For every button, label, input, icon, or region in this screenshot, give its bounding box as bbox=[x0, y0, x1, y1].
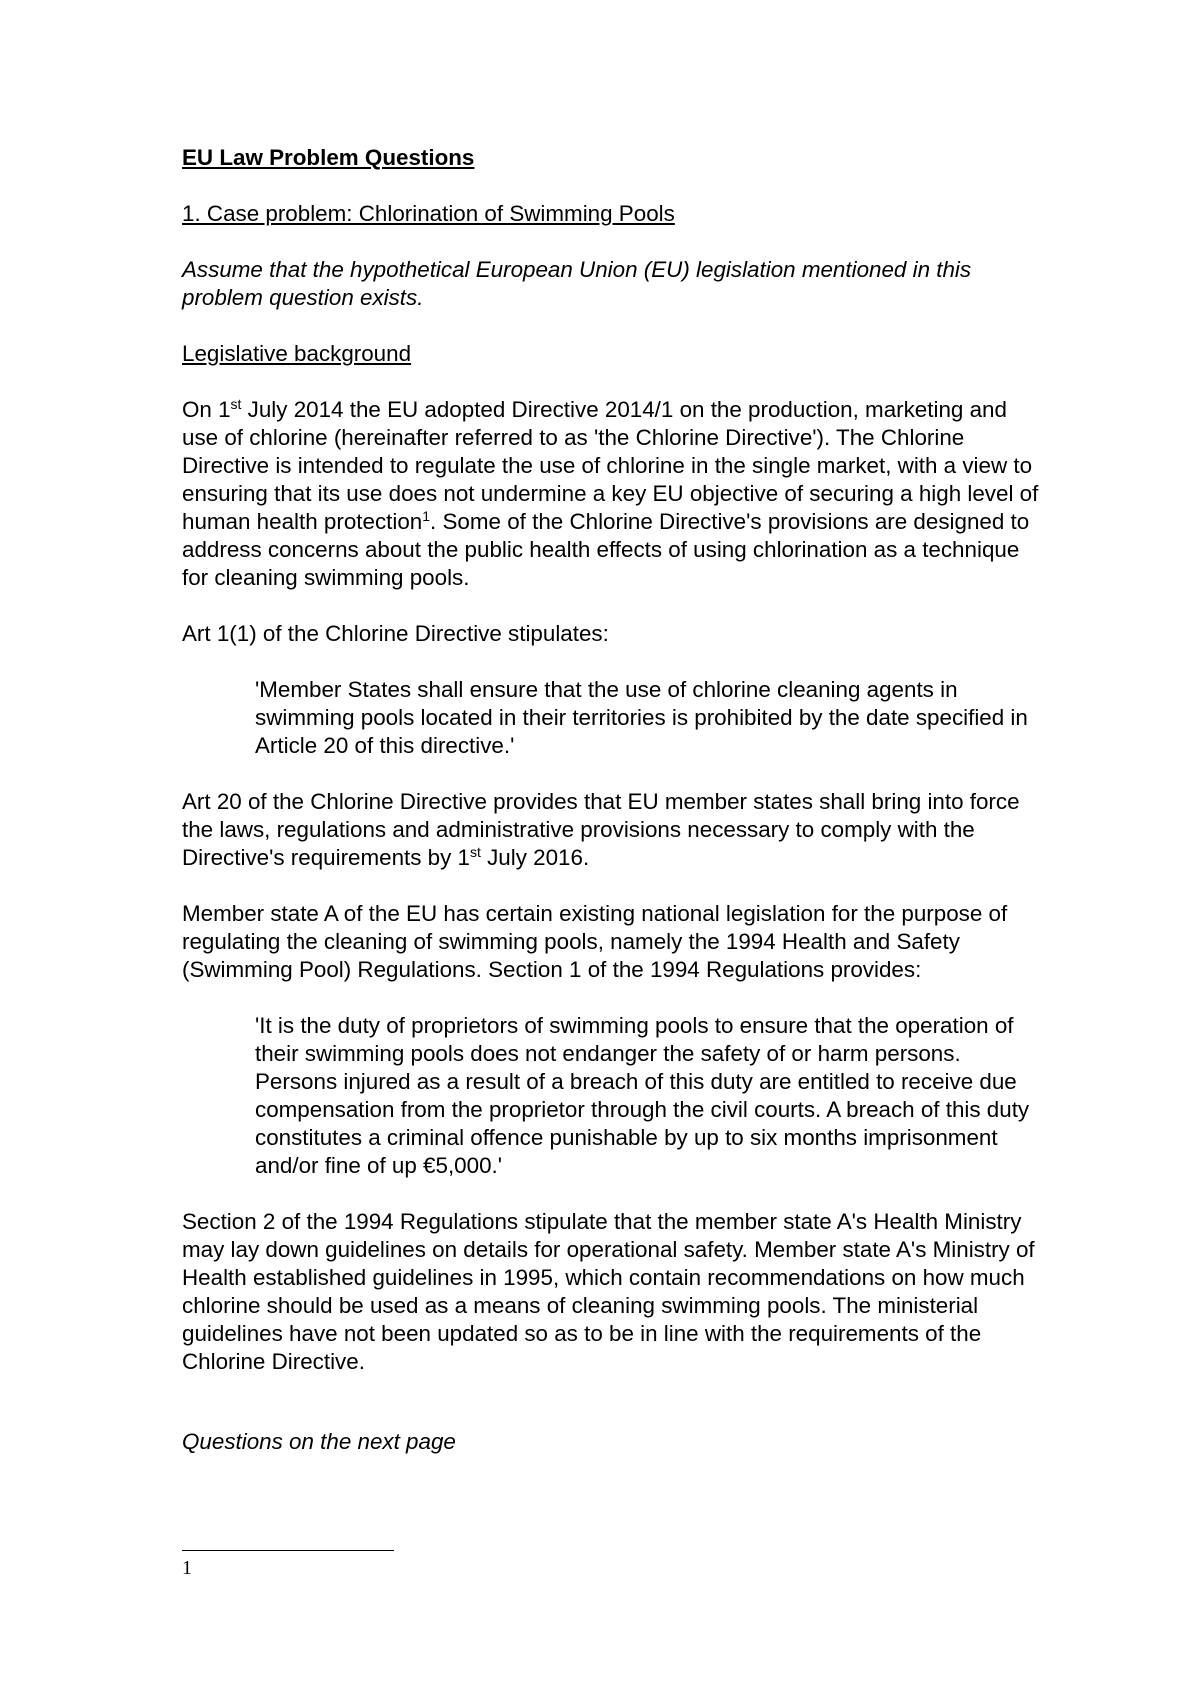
questions-next-note: Questions on the next page bbox=[182, 1429, 456, 1454]
document-title: EU Law Problem Questions bbox=[182, 145, 475, 170]
document-body bbox=[182, 144, 1042, 1456]
footnote-reference[interactable]: 1 bbox=[422, 508, 431, 524]
legislative-background-heading: Legislative background bbox=[182, 341, 412, 366]
assumption-note: Assume that the hypothetical European Union (EU) legislation mentioned in this problem question exists. bbox=[182, 257, 972, 310]
section1-quote: 'It is the duty of proprietors of swimming pools to ensure that the operation of their swimming pools does not endanger the safety of or harm persons. Persons injured as a result of a breach of this duty are entitled to receive due compensation from the proprietor through the civil courts. A breach of this duty constitutes a criminal offence punishable by up to six months imprisonment and/or fine of up €5,000.' bbox=[255, 1013, 1030, 1178]
member-state-paragraph: Member state A of the EU has certain existing national legislation for the purpose of regulating the cleaning of swimming pools, namely the 1994 Health and Safety (Swimming Pool) Regulations. Section 1 of the 1994 Regulations provides: bbox=[182, 901, 1008, 982]
chlorine-directive-paragraph bbox=[182, 396, 1042, 592]
footnote-separator bbox=[182, 1550, 394, 1551]
para1-text-end: . Some of the Chlorine Directive's provisions are designed to address concerns about the public health effects of using chlorination as a technique for cleaning swimming pools. bbox=[182, 509, 1030, 590]
para1-text-middle: July 2014 the EU adopted Directive 2014/1 on the production, marketing and use of chlorine (hereinafter referred to as 'the Chlorine Directive'). The Chlorine Directive is intended to regulate the use of chlorine in the single market, with a view to ensuring that its use does not undermine a key EU objective of securing a high level of human health protection bbox=[182, 397, 1039, 534]
footnote-number: 1 bbox=[182, 1557, 192, 1579]
case-heading: 1. Case problem: Chlorination of Swimming Pools bbox=[182, 201, 675, 226]
art20-paragraph bbox=[182, 788, 1042, 872]
art1-quote: 'Member States shall ensure that the use of chlorine cleaning agents in swimming pools located in their territories is prohibited by the date specified in Article 20 of this directive.' bbox=[255, 677, 1028, 758]
para1-text-start: On 1 bbox=[182, 397, 231, 422]
para1-superscript: st bbox=[230, 396, 242, 412]
art1-intro: Art 1(1) of the Chlorine Directive stipulates: bbox=[182, 621, 609, 646]
art20-text-end: July 2016. bbox=[480, 845, 590, 870]
art20-superscript: st bbox=[470, 844, 481, 860]
art20-text-start: Art 20 of the Chlorine Directive provides that EU member states shall bring into force the laws, regulations and administrative provisions necessary to comply with the Directive's requirements by 1 bbox=[182, 789, 1020, 870]
section2-paragraph: Section 2 of the 1994 Regulations stipulate that the member state A's Health Ministry may lay down guidelines on details for operational safety. Member state A's Ministry of Health established guidelines in 1995, which contain recommendations on how much chlorine should be used as a means of cleaning swimming pools. The ministerial guidelines have not been updated so as to be in line with the requirements of the Chlorine Directive. bbox=[182, 1209, 1035, 1374]
